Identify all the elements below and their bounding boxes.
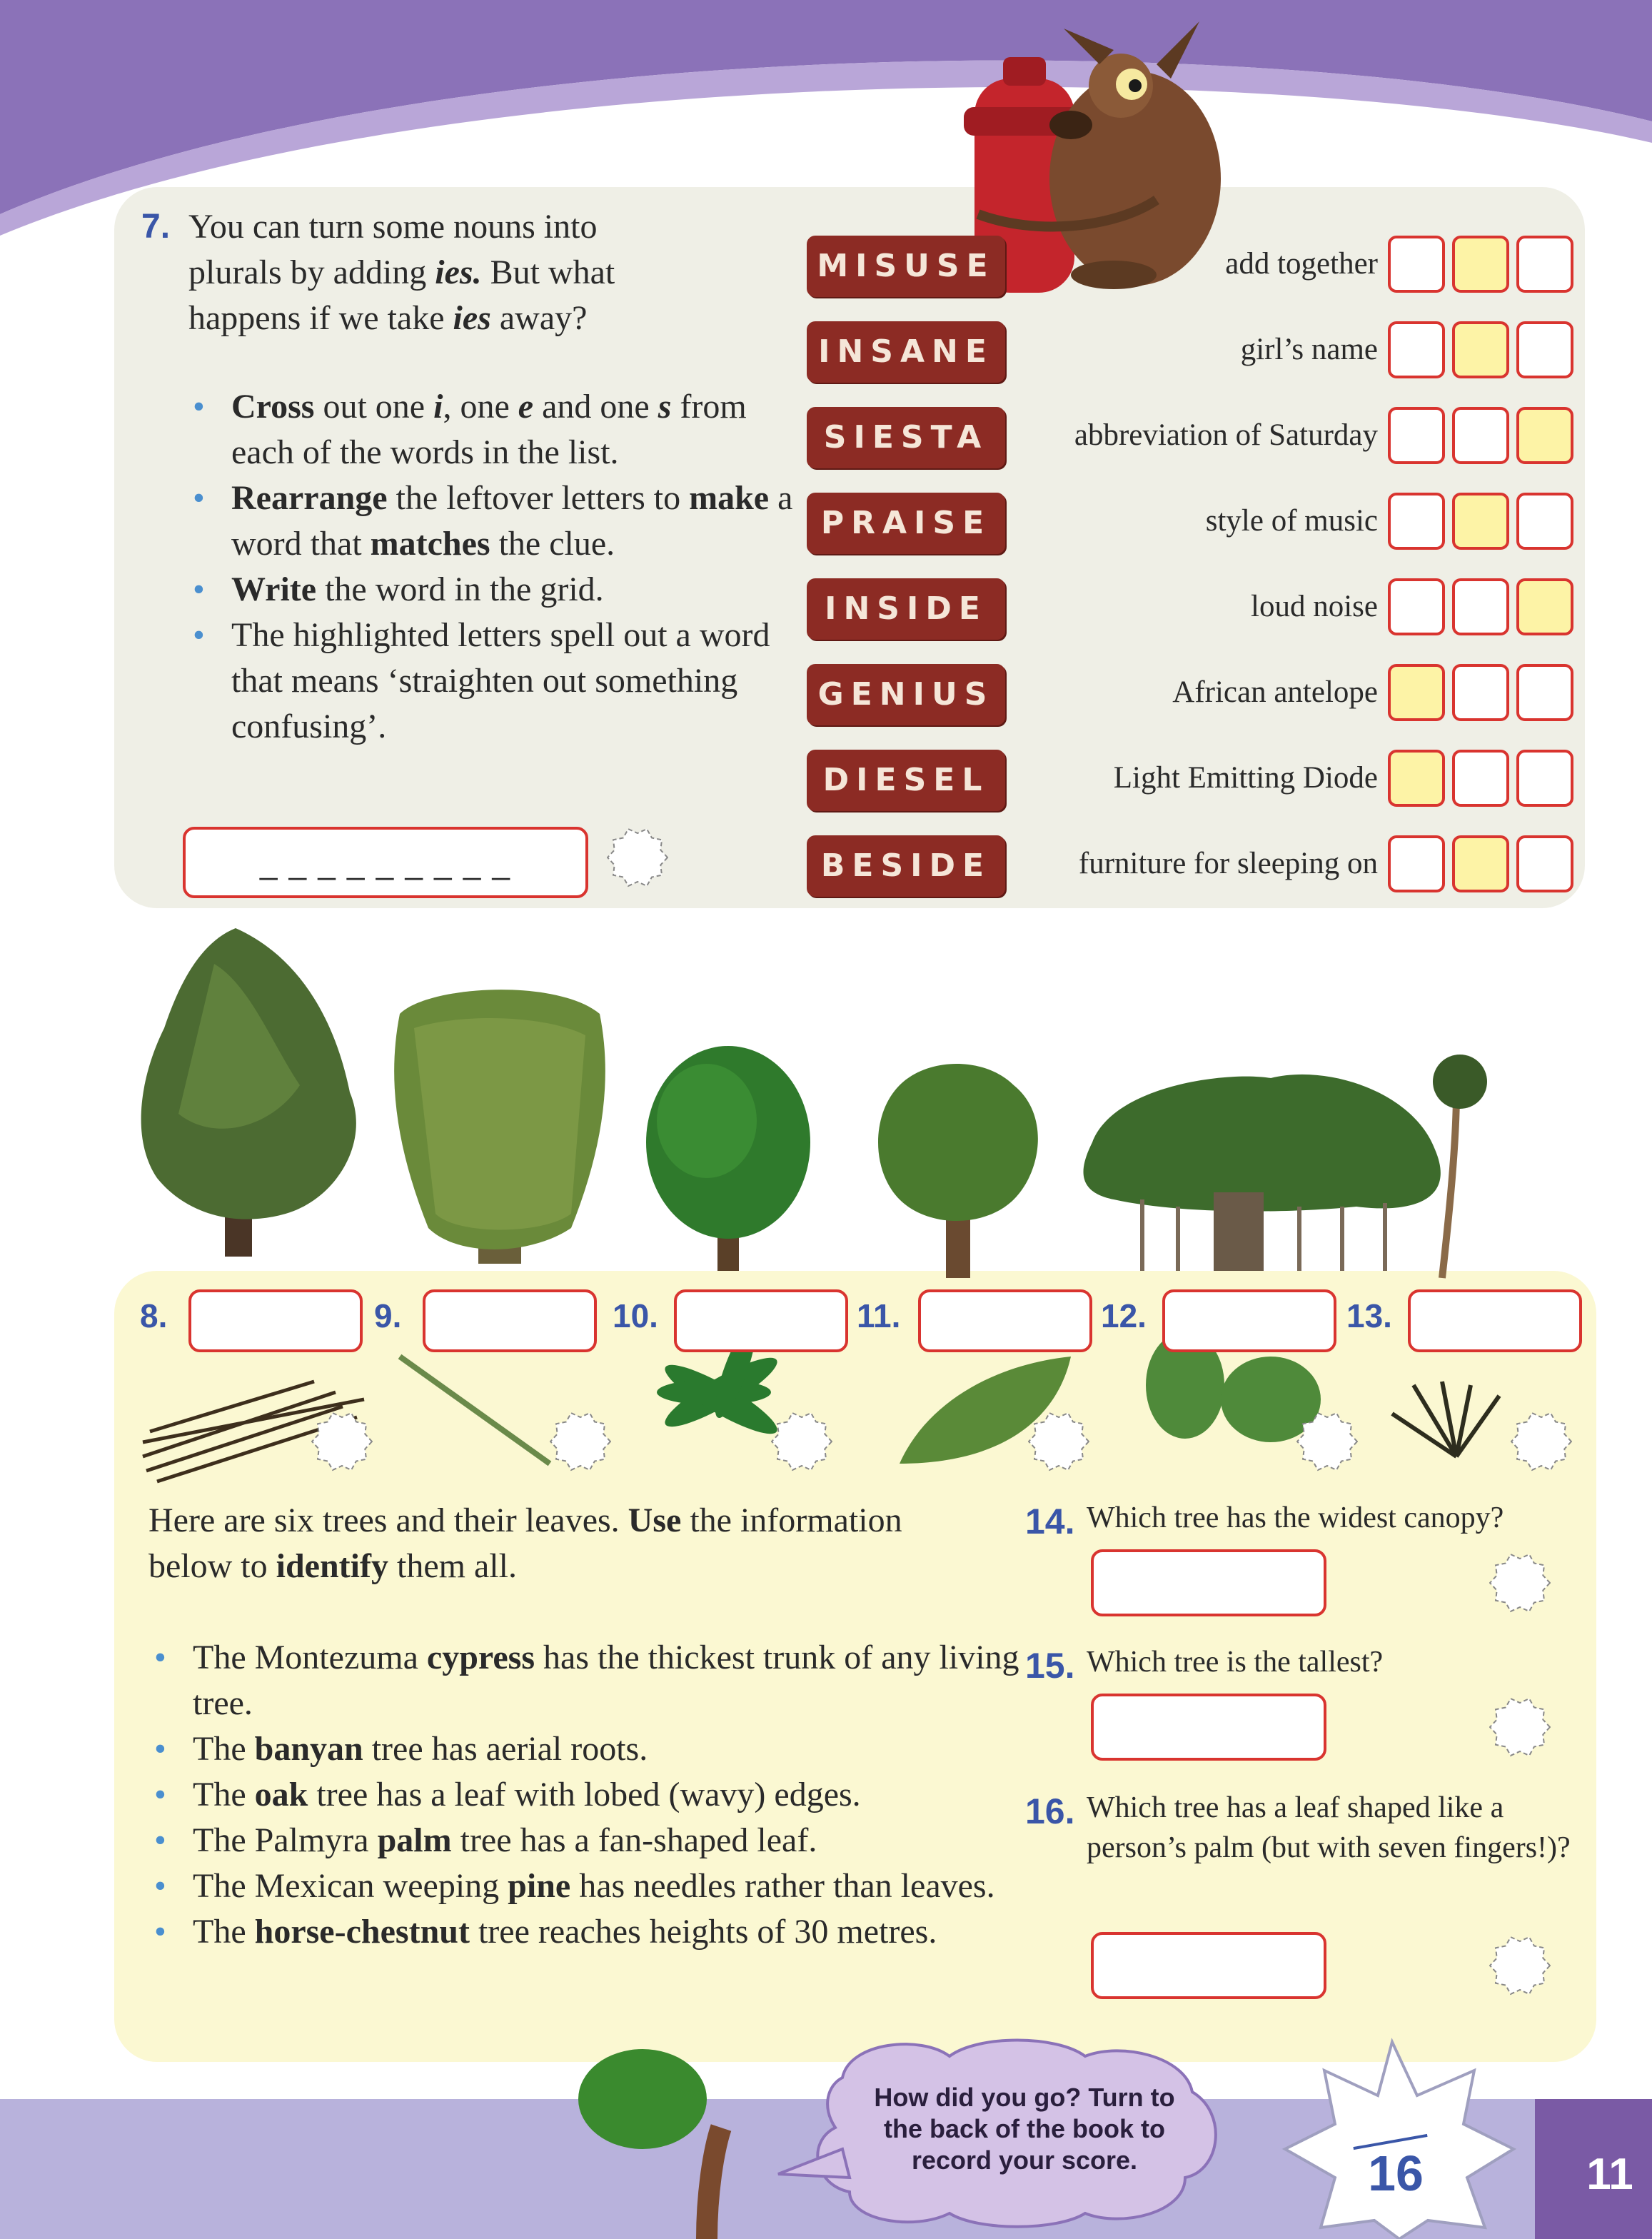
grid-cell-5-2[interactable] — [1452, 578, 1509, 635]
tree-label-8: 8. — [140, 1297, 168, 1334]
question-15-text: Which tree is the tallest? — [1087, 1646, 1384, 1679]
question-14-text: Which tree has the widest canopy? — [1087, 1501, 1504, 1534]
answer-blanks: _ _ _ _ _ _ _ _ _ — [259, 846, 512, 881]
clue-4: style of music — [1205, 504, 1378, 538]
tree-answer-box-10[interactable] — [674, 1289, 848, 1352]
grid-cell-3-1[interactable] — [1388, 407, 1445, 464]
tree-12-score-star[interactable] — [1296, 1411, 1358, 1472]
grid-cell-4-1[interactable] — [1388, 493, 1445, 550]
question-14-score-star[interactable] — [1489, 1552, 1551, 1614]
tree-8-score-star[interactable] — [311, 1411, 373, 1472]
score-bubble-text: How did you go? Turn to the back of the book to record your score. — [874, 2083, 1175, 2175]
grid-cell-3-2[interactable] — [1452, 407, 1509, 464]
question-16-text: Which tree has a leaf shaped like a person’s palm (but with seven fingers!)? — [1087, 1791, 1571, 1864]
grid-cell-2-1[interactable] — [1388, 321, 1445, 378]
tree-label-12: 12. — [1101, 1297, 1147, 1334]
clue-2: girl’s name — [1240, 333, 1378, 366]
tree-label-9: 9. — [374, 1297, 402, 1334]
instruction-2: • Rearrange the leftover letters to make a word that matches the clue. — [188, 476, 795, 567]
tree-answer-box-13[interactable] — [1408, 1289, 1582, 1352]
question-7-number: 7. — [141, 208, 171, 246]
word-tag-6: GENIUS — [807, 664, 1005, 725]
word-tag-7: DIESEL — [807, 750, 1005, 811]
question-16-score-star[interactable] — [1489, 1935, 1551, 1996]
grid-cell-4-3[interactable] — [1516, 493, 1573, 550]
tree-fact-1: • The Montezuma cypress has the thickest trunk of any living tree. — [150, 1635, 1028, 1726]
tree-answer-box-9[interactable] — [423, 1289, 597, 1352]
instruction-3: • Write the word in the grid. — [188, 567, 795, 613]
clue-6: African antelope — [1172, 675, 1378, 709]
clue-5: loud noise — [1251, 590, 1378, 623]
question-15-answer-box[interactable] — [1091, 1694, 1326, 1761]
tree-fact-3: • The oak tree has a leaf with lobed (wavy) edges. — [150, 1772, 1028, 1818]
clue-8: furniture for sleeping on — [1078, 847, 1378, 880]
tree-fact-6: • The horse-chestnut tree reaches heights of 30 metres. — [150, 1909, 1028, 1955]
grid-cell-8-1[interactable] — [1388, 835, 1445, 892]
word-tag-3: SIESTA — [807, 407, 1005, 468]
grid-cell-7-1[interactable] — [1388, 750, 1445, 807]
question-15-score-star[interactable] — [1489, 1696, 1551, 1758]
word-tag-4: PRAISE — [807, 493, 1005, 554]
tree-9-score-star[interactable] — [550, 1411, 611, 1472]
grid-cell-7-2[interactable] — [1452, 750, 1509, 807]
question-14-number: 14. — [1025, 1501, 1075, 1541]
instruction-4: • The highlighted letters spell out a word that means ‘straighten out something confusing’. — [188, 613, 795, 750]
word-tag-5: INSIDE — [807, 578, 1005, 640]
grid-cell-4-2[interactable] — [1452, 493, 1509, 550]
grid-cell-5-1[interactable] — [1388, 578, 1445, 635]
tree-answer-box-11[interactable] — [918, 1289, 1092, 1352]
grid-cell-1-2[interactable] — [1452, 236, 1509, 293]
question-15-number: 15. — [1025, 1646, 1075, 1686]
grid-cell-8-2[interactable] — [1452, 835, 1509, 892]
tree-answer-box-12[interactable] — [1162, 1289, 1336, 1352]
question-14-answer-box[interactable] — [1091, 1549, 1326, 1616]
question-7-answer-box[interactable] — [183, 827, 588, 898]
tree-facts — [150, 1635, 1028, 1955]
clue-3: abbreviation of Saturday — [1074, 418, 1378, 452]
grid-cell-6-1[interactable] — [1388, 664, 1445, 721]
grid-cell-1-3[interactable] — [1516, 236, 1573, 293]
page-number: 11 — [1586, 2150, 1633, 2199]
question-7-instructions — [188, 384, 795, 750]
tree-11-score-star[interactable] — [1028, 1411, 1089, 1472]
clue-7: Light Emitting Diode — [1113, 761, 1378, 795]
score-total: 16 — [1368, 2145, 1424, 2201]
grid-cell-8-3[interactable] — [1516, 835, 1573, 892]
question-16-number: 16. — [1025, 1791, 1075, 1831]
word-tag-8: BESIDE — [807, 835, 1005, 897]
tree-fact-2: • The banyan tree has aerial roots. — [150, 1726, 1028, 1772]
tree-answer-box-8[interactable] — [188, 1289, 363, 1352]
tree-label-13: 13. — [1346, 1297, 1392, 1334]
tree-fact-5: • The Mexican weeping pine has needles rather than leaves. — [150, 1863, 1028, 1909]
tree-label-10: 10. — [613, 1297, 658, 1334]
grid-cell-6-3[interactable] — [1516, 664, 1573, 721]
grid-cell-3-3[interactable] — [1516, 407, 1573, 464]
tree-fact-4: • The Palmyra palm tree has a fan-shaped leaf. — [150, 1818, 1028, 1863]
tree-10-score-star[interactable] — [771, 1411, 832, 1472]
grid-cell-2-3[interactable] — [1516, 321, 1573, 378]
instruction-1: • Cross out one i, one e and one s from each of the words in the list. — [188, 384, 795, 476]
grid-cell-7-3[interactable] — [1516, 750, 1573, 807]
question-7-score-star[interactable] — [607, 827, 668, 888]
grid-cell-6-2[interactable] — [1452, 664, 1509, 721]
trees-illustration — [141, 928, 1487, 1278]
grid-cell-1-1[interactable] — [1388, 236, 1445, 293]
word-tag-1: MISUSE — [807, 236, 1005, 297]
grid-cell-2-2[interactable] — [1452, 321, 1509, 378]
tree-13-score-star[interactable] — [1511, 1411, 1572, 1472]
tree-label-11: 11. — [857, 1297, 901, 1334]
question-16-answer-box[interactable] — [1091, 1932, 1326, 1999]
clue-1: add together — [1225, 247, 1378, 281]
trees-intro: Here are six trees and their leaves. Use the information below to identify them all. — [148, 1501, 902, 1585]
grid-cell-5-3[interactable] — [1516, 578, 1573, 635]
word-tag-2: INSANE — [807, 321, 1005, 383]
question-7-intro: You can turn some nouns into plurals by adding ies. But what happens if we take ies away? — [188, 208, 615, 337]
